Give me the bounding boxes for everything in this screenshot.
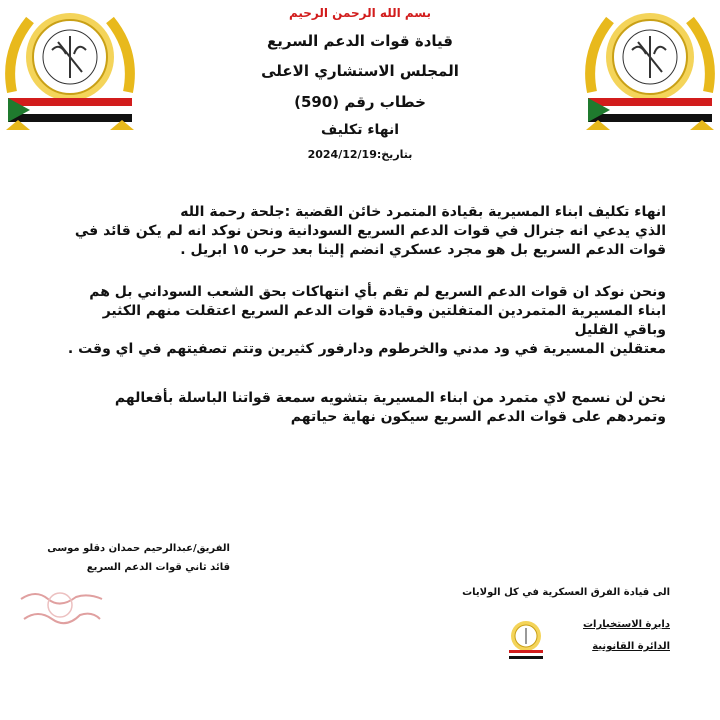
signer-title: قائد ثاني قوات الدعم السريع [86, 562, 230, 573]
signature-mark [16, 585, 106, 631]
letter-number: خطاب رقم (590) [294, 93, 426, 111]
paragraph-1 [62, 203, 666, 260]
paragraph-line: وتمردهم على قوات الدعم السريع سيكون نهاية حياتهم [290, 409, 666, 425]
paragraph-line: الذي يدعي انه جنرال في قوات الدعم السريع السودانية ونحن نوكد انه لم يكن قائد في [74, 223, 666, 239]
signer-name: الفريق/عبدالرحيم حمدان دقلو موسى [47, 543, 230, 554]
paragraph-line: انهاء تكليف ابناء المسيرية بقيادة المتمرد خائن القضية :جلحة رحمة الله [180, 204, 666, 220]
paragraph-line: وباقي القليل [574, 322, 666, 338]
paragraph-line: قوات الدعم السريع بل هو مجرد عسكري انضم إلينا بعد حرب ١٥ ابريل . [180, 242, 666, 258]
recipient-intelligence: دايرة الاستخبارات [583, 619, 670, 630]
rsf-emblem-icon [0, 2, 140, 134]
paragraph-line: ابناء المسيرية المتمردين المتفلتين وقيادة قوات الدعم السريع اعتقلت منهم الكثير [102, 303, 666, 319]
letter-subject: انهاء تكليف [320, 122, 400, 138]
rsf-emblem-icon [580, 2, 720, 134]
rsf-emblem-icon [503, 618, 549, 662]
basmala: بسم الله الرحمن الرحيم [288, 6, 432, 20]
paragraph-line: نحن لن نسمح لاي متمرد من ابناء المسيرية بتشويه سمعة قواتنا الباسلة بأفعالهم [114, 390, 666, 406]
header-line-1: قيادة قوات الدعم السريع [267, 32, 453, 50]
header-line-2: المجلس الاستشاري الاعلى [261, 62, 459, 80]
paragraph-line: ونحن نوكد ان قوات الدعم السريع لم تقم بأي انتهاكات بحق الشعب السوداني بل هم [89, 284, 666, 300]
recipient-legal: الدائرة القانونية [592, 641, 670, 652]
paragraph-2 [62, 283, 666, 359]
paragraph-3 [62, 389, 666, 427]
letter-date: بتاريخ:2024/12/19 [307, 148, 413, 161]
paragraph-line: معتقلين المسيرية في ود مدني والخرطوم ودارفور كثيرين وتتم تصفيتهم في اي وقت . [67, 341, 666, 357]
recipients-main: الى قيادة الفرق العسكرية في كل الولايات [462, 587, 670, 598]
